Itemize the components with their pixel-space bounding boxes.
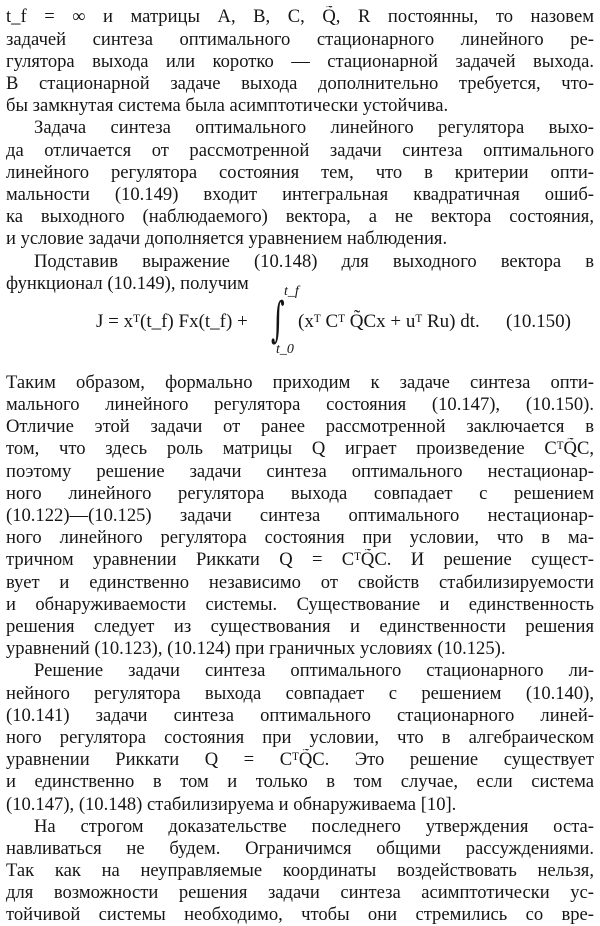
equation-left-side: J = xᵀ(t_f) Fx(t_f) + xyxy=(96,311,248,332)
text-line: В стационарной задаче выхода дополнительно требуется, что- xyxy=(6,73,594,94)
text-line: ного регулятора состояния при условии, что в алгебраическом xyxy=(6,727,594,748)
integral-sign: ∫ xyxy=(271,292,285,348)
equation-10-150 xyxy=(96,284,596,362)
text-line: задачей синтеза оптимального стационарного линейного ре- xyxy=(6,29,594,50)
text-line: уравнений (10.123), (10.124) при граничных условиях (10.125). xyxy=(6,638,506,659)
text-line: решения следует из существования и единственности решения xyxy=(6,616,594,637)
text-line: том, что здесь роль матрицы Q играет произведение CᵀQ̃C, xyxy=(6,438,594,459)
text-line: нейного регулятора выхода совпадает с решением (10.140), xyxy=(6,683,594,704)
text-line: гулятора выхода или коротко — стационарной задачей выхода. xyxy=(6,51,594,72)
text-line: Так как на неуправляемые координаты воздействовать нельзя, xyxy=(6,860,594,881)
text-line: Подставив выражение (10.148) для выходного вектора в xyxy=(34,251,594,272)
text-line: навливаться не будем. Ограничимся общими рассуждениями. xyxy=(6,838,594,859)
text-line: мального линейного регулятора состояния (10.147), (10.150). xyxy=(6,394,594,415)
text-line: (10.147), (10.148) стабилизируема и обнаруживаема [10]. xyxy=(6,794,457,815)
text-line: и обнаруживаемости системы. Существование и единственность xyxy=(6,594,594,615)
integrand: (xᵀ Cᵀ Q̃Cx + uᵀ Ru) dt. xyxy=(298,311,480,332)
text-line: Решение задачи синтеза оптимального стационарного ли- xyxy=(34,660,594,681)
text-line: (10.141) задачи синтеза оптимального стационарного линей- xyxy=(6,705,594,726)
text-line: Отличие этой задачи от ранее рассмотренной заключается в xyxy=(6,416,594,437)
text-line: уравнении Риккати Q = CᵀQ̃C. Это решение существует xyxy=(6,749,594,770)
text-line: и единственно в том и только в том случае, если система xyxy=(6,771,594,792)
text-line: да отличается от рассмотренной задачи синтеза оптимального xyxy=(6,140,594,161)
text-line: линейного регулятора состояния тем, что в критерии опти- xyxy=(6,162,594,183)
text-line: На строгом доказательстве последнего утверждения оста- xyxy=(34,816,594,837)
text-line: для возможности решения задачи синтеза асимптотически ус- xyxy=(6,882,594,903)
text-line: ка выходного (наблюдаемого) вектора, а не вектора состояния, xyxy=(6,206,594,227)
text-line: и условие задачи дополняется уравнением наблюдения. xyxy=(6,228,448,249)
integral-lower-limit: t_0 xyxy=(276,342,294,357)
text-line: тричном уравнении Риккати Q = CᵀQ̃C. И решение сущест- xyxy=(6,549,594,570)
text-line: тойчивой системы необходимо, чтобы они стремились со вре- xyxy=(6,904,594,925)
text-line: Задача синтеза оптимального линейного регулятора выхо- xyxy=(34,117,594,138)
text-line: ного линейного регулятора состояния при условии, что в ма- xyxy=(6,527,594,548)
integral-upper-limit: t_f xyxy=(284,284,299,299)
text-line: бы замкнутая система была асимптотически устойчива. xyxy=(6,95,449,116)
text-line: (10.122)—(10.125) задачи синтеза оптимального нестационар- xyxy=(6,505,594,526)
text-line: t_f = ∞ и матрицы A, B, C, Q̃, R постоянны, то назовем xyxy=(6,6,594,27)
text-line: ного линейного регулятора выхода совпадает с решением xyxy=(6,483,594,504)
text-line: Таким образом, формально приходим к задаче синтеза опти- xyxy=(6,372,594,393)
equation-number: (10.150) xyxy=(506,311,571,332)
text-line: поэтому решение задачи синтеза оптимального нестационар- xyxy=(6,461,594,482)
text-line: вует и единственно независимо от свойств стабилизируемости xyxy=(6,572,594,593)
text-line: мальности (10.149) входит интегральная квадратичная ошиб- xyxy=(6,184,594,205)
text-line: функционал (10.149), получим xyxy=(6,273,249,294)
